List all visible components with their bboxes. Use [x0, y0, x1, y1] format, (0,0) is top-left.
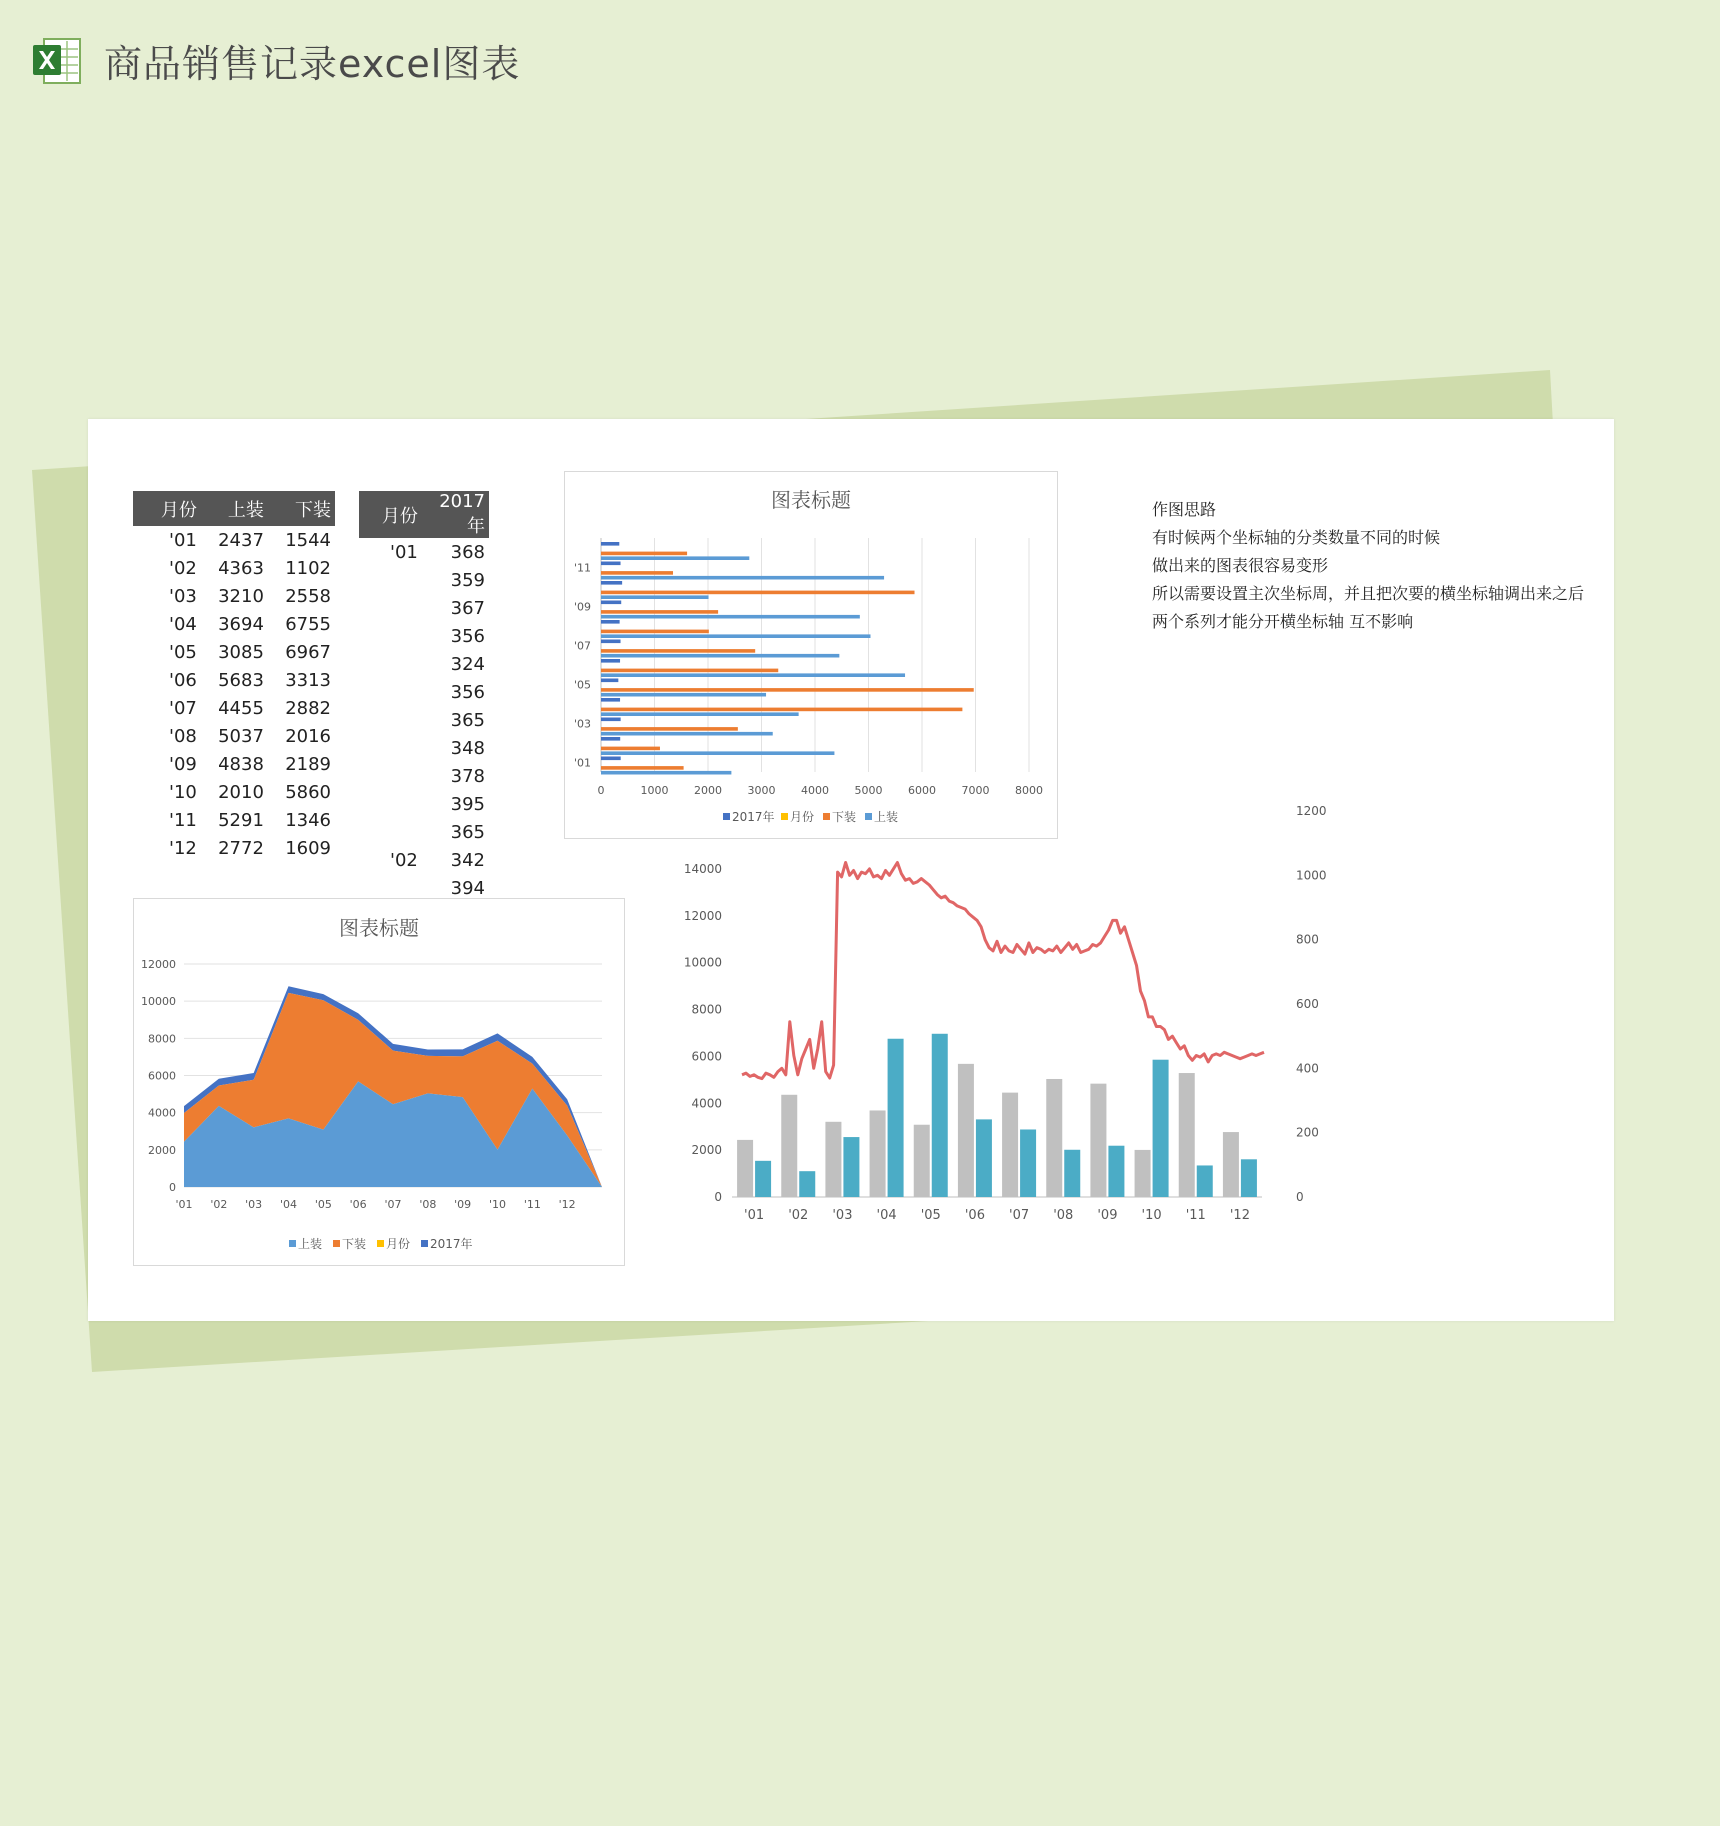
- legend-swatch: [781, 813, 788, 820]
- bar-2017年: [601, 542, 619, 546]
- table-cell: 1346: [285, 809, 331, 831]
- x-tick-label: '11: [1185, 1208, 1206, 1223]
- bar-上装: [601, 654, 839, 658]
- x-tick-label: '08: [419, 1198, 437, 1211]
- bar-下装: [601, 727, 738, 731]
- bar-上装: [601, 712, 799, 716]
- table-cell: 324: [450, 653, 485, 675]
- table-cell: '05: [169, 641, 197, 663]
- bar: [958, 1064, 974, 1197]
- bar: [1223, 1132, 1239, 1197]
- table-cell: '08: [169, 725, 197, 747]
- table-row: [133, 806, 335, 834]
- legend-label: 上装: [298, 1237, 323, 1251]
- table-cell: 2016: [285, 725, 331, 747]
- table-cell: [359, 566, 422, 594]
- bar: [799, 1171, 815, 1197]
- bar: [1179, 1073, 1195, 1197]
- bar: [781, 1095, 797, 1197]
- table-cell: 1544: [285, 529, 331, 551]
- table-header-row: [133, 491, 335, 526]
- y-right-tick-label: 800: [1296, 932, 1319, 947]
- table-cell: 4455: [218, 697, 264, 719]
- bar-上装: [601, 732, 773, 736]
- y-right-tick-label: 1000: [1296, 868, 1327, 883]
- column-header: 月份: [133, 491, 201, 526]
- table-cell: 2558: [285, 585, 331, 607]
- x-tick-label: '01: [744, 1208, 765, 1223]
- bar: [1108, 1146, 1124, 1197]
- y-left-tick-label: 4000: [691, 1096, 722, 1111]
- y-tick-label: '09: [573, 600, 591, 614]
- column-header: 上装: [201, 491, 268, 526]
- page-title: 商品销售记录excel图表: [104, 41, 521, 86]
- bar: [914, 1125, 930, 1197]
- legend-label: 2017年: [430, 1237, 473, 1251]
- series-line: [742, 863, 1264, 1079]
- table-cell: [359, 790, 422, 818]
- bar-上装: [601, 673, 905, 677]
- table-row: [133, 582, 335, 610]
- y-left-tick-label: 0: [714, 1190, 722, 1204]
- bar-上装: [601, 771, 731, 775]
- x-tick-label: '06: [964, 1208, 985, 1223]
- table-cell: [359, 762, 422, 790]
- bar: [825, 1122, 841, 1197]
- table-cell: '02: [169, 557, 197, 579]
- table-cell: '01: [169, 529, 197, 551]
- x-tick-label: '09: [454, 1198, 472, 1211]
- bar-下装: [601, 708, 962, 712]
- table-row: [359, 678, 489, 706]
- bar-上装: [601, 615, 860, 619]
- x-tick-label: 5000: [854, 784, 883, 797]
- table-cell: [359, 678, 422, 706]
- y-tick-label: 6000: [148, 1069, 176, 1083]
- table-cell: '09: [169, 753, 197, 775]
- column-header: 月份: [359, 491, 422, 538]
- bar-2017年: [601, 562, 621, 566]
- table-row: [133, 666, 335, 694]
- table-row: [133, 722, 335, 750]
- y-left-tick-label: 14000: [683, 862, 722, 876]
- bar-2017年: [601, 737, 620, 741]
- table-cell: '02: [390, 849, 418, 871]
- table-cell: 2882: [285, 697, 331, 719]
- bar-下装: [601, 591, 915, 595]
- legend-swatch: [421, 1240, 428, 1247]
- bar-2017年: [601, 601, 621, 605]
- y-tick-label: 0: [169, 1181, 176, 1194]
- table-cell: 342: [450, 849, 485, 871]
- table-cell: 1609: [285, 837, 331, 859]
- bar-2017年: [601, 581, 622, 585]
- table-row: [133, 778, 335, 806]
- bar: [755, 1161, 771, 1197]
- table-row: [133, 638, 335, 666]
- table-cell: 394: [450, 877, 485, 899]
- x-tick-label: '07: [1009, 1208, 1030, 1223]
- content-card: [88, 419, 1614, 1321]
- legend-swatch: [865, 813, 872, 820]
- y-tick-label: '05: [573, 678, 591, 692]
- table-cell: 365: [450, 709, 485, 731]
- x-tick-label: '02: [788, 1208, 809, 1223]
- table-row: [359, 566, 489, 594]
- y-tick-label: '07: [573, 639, 591, 653]
- x-tick-label: '05: [314, 1198, 332, 1211]
- table-cell: 356: [450, 681, 485, 703]
- table-cell: 2772: [218, 837, 264, 859]
- table-row: [359, 538, 489, 566]
- bar: [1064, 1150, 1080, 1197]
- x-tick-label: 0: [597, 784, 605, 797]
- notes-line: 两个系列才能分开横坐标轴 互不影响: [1152, 612, 1414, 631]
- table-cell: 5683: [218, 669, 264, 691]
- table-row: [359, 790, 489, 818]
- bar-下装: [601, 552, 687, 556]
- x-tick-label: '04: [279, 1198, 298, 1211]
- bar-下装: [601, 610, 718, 614]
- x-tick-label: '05: [920, 1208, 941, 1223]
- x-tick-label: '06: [349, 1198, 367, 1211]
- table-cell: 5291: [218, 809, 264, 831]
- x-tick-label: '09: [1097, 1208, 1118, 1223]
- table-cell: [359, 594, 422, 622]
- notes-panel: [1152, 496, 1584, 636]
- bar: [737, 1140, 753, 1197]
- bar: [870, 1110, 886, 1197]
- chart-title: 图表标题: [771, 488, 851, 512]
- y-tick-label: 12000: [141, 958, 176, 971]
- bar: [1135, 1150, 1151, 1197]
- x-tick-label: 4000: [801, 784, 829, 797]
- table-cell: 1102: [285, 557, 331, 579]
- y-left-tick-label: 2000: [691, 1143, 722, 1158]
- table-cell: [359, 706, 422, 734]
- table-cell: 348: [450, 737, 485, 759]
- table-cell: 378: [450, 765, 485, 787]
- table-cell: '04: [169, 613, 197, 635]
- bar-上装: [601, 595, 709, 599]
- y-tick-label: 2000: [148, 1143, 176, 1157]
- table-cell: '11: [169, 809, 197, 831]
- bar-下装: [601, 688, 974, 692]
- table-cell: 5860: [285, 781, 331, 803]
- legend-label: 2017年: [732, 810, 775, 824]
- y-left-tick-label: 6000: [691, 1049, 722, 1064]
- table-cell: 3694: [218, 613, 264, 635]
- table-row: [359, 622, 489, 650]
- table-cell: [359, 818, 422, 846]
- legend-swatch: [289, 1240, 296, 1247]
- table-cell: 367: [450, 597, 485, 619]
- legend-swatch: [377, 1240, 384, 1247]
- bar: [1046, 1079, 1062, 1197]
- bar: [1090, 1084, 1106, 1197]
- y-left-tick-label: 12000: [683, 908, 722, 923]
- column-header: 2017年: [422, 491, 489, 538]
- table-row: [359, 650, 489, 678]
- table-cell: 356: [450, 625, 485, 647]
- x-tick-label: '02: [210, 1198, 228, 1211]
- notes-line: 所以需要设置主次坐标周，并且把次要的横坐标轴调出来之后: [1152, 584, 1585, 603]
- table-row: [133, 834, 335, 862]
- legend-label: 月份: [790, 810, 815, 824]
- table-cell: 2189: [285, 753, 331, 775]
- y-tick-label: 8000: [148, 1032, 176, 1046]
- x-tick-label: 1000: [640, 784, 669, 797]
- y-tick-label: '01: [573, 756, 591, 770]
- table-cell: 3085: [218, 641, 264, 663]
- y-tick-label: '03: [573, 717, 591, 731]
- x-tick-label: '10: [488, 1198, 507, 1211]
- legend-label: 下装: [832, 810, 857, 824]
- table-row: [133, 694, 335, 722]
- bar-2017年: [601, 718, 621, 722]
- legend-swatch: [333, 1240, 340, 1247]
- x-tick-label: '12: [1229, 1208, 1250, 1223]
- bar-2017年: [601, 640, 621, 644]
- x-tick-label: 8000: [1015, 784, 1043, 797]
- table-header-row: [359, 491, 489, 538]
- table-cell: 4838: [218, 753, 264, 775]
- bar: [976, 1119, 992, 1197]
- table-cell: '06: [169, 669, 197, 691]
- y-left-tick-label: 8000: [691, 1002, 722, 1017]
- y-right-tick-label: 1200: [1296, 804, 1327, 818]
- y-right-tick-label: 200: [1296, 1125, 1319, 1140]
- x-tick-label: 7000: [961, 784, 990, 797]
- table-row: [359, 762, 489, 790]
- table-row: [359, 846, 489, 874]
- table-row: [133, 750, 335, 778]
- horizontal-bar-chart: [564, 471, 1058, 839]
- bar-上装: [601, 634, 870, 638]
- x-tick-label: '11: [523, 1198, 541, 1211]
- bar-上装: [601, 556, 749, 560]
- bar-下装: [601, 747, 660, 751]
- table-cell: 3313: [285, 669, 331, 691]
- bar: [843, 1137, 859, 1197]
- table-cell: 6755: [285, 613, 331, 635]
- y-right-tick-label: 600: [1296, 997, 1319, 1011]
- table-cell: 4363: [218, 557, 264, 579]
- table-cell: 395: [450, 793, 485, 815]
- x-tick-label: '03: [245, 1198, 263, 1211]
- year-table: [359, 491, 489, 902]
- bar-上装: [601, 576, 884, 580]
- bar-上装: [601, 693, 766, 697]
- table-cell: '07: [169, 697, 197, 719]
- bar: [932, 1034, 948, 1197]
- bar-2017年: [601, 757, 621, 761]
- x-tick-label: '08: [1053, 1208, 1074, 1223]
- column-header: 下装: [268, 491, 335, 526]
- table-row: [359, 594, 489, 622]
- y-right-tick-label: 0: [1296, 1190, 1304, 1204]
- legend-label: 上装: [874, 810, 899, 824]
- y-tick-label: 10000: [141, 995, 176, 1009]
- table-row: [359, 818, 489, 846]
- table-cell: [359, 734, 422, 762]
- table-cell: 3210: [218, 585, 264, 607]
- bar-下装: [601, 669, 778, 673]
- bar-2017年: [601, 698, 620, 702]
- bar-下装: [601, 630, 709, 634]
- table-cell: 2437: [218, 529, 264, 551]
- x-tick-label: 2000: [694, 784, 722, 797]
- bar: [1020, 1129, 1036, 1197]
- table-cell: '12: [169, 837, 197, 859]
- table-row: [359, 734, 489, 762]
- y-right-tick-label: 400: [1296, 1061, 1319, 1076]
- legend-label: 月份: [386, 1237, 411, 1251]
- table-cell: 359: [450, 569, 485, 591]
- x-tick-label: '03: [832, 1208, 853, 1223]
- bar-上装: [601, 751, 834, 755]
- legend-swatch: [823, 813, 830, 820]
- bar: [1241, 1159, 1257, 1197]
- table-cell: [359, 622, 422, 650]
- bar-下装: [601, 571, 673, 575]
- table-cell: 2010: [218, 781, 264, 803]
- table-row: [359, 706, 489, 734]
- x-tick-label: '12: [558, 1198, 576, 1211]
- bar: [1153, 1060, 1169, 1197]
- notes-line: 有时候两个坐标轴的分类数量不同的时候: [1152, 528, 1441, 547]
- bar-下装: [601, 766, 684, 770]
- table-row: [133, 610, 335, 638]
- table-cell: '01: [390, 541, 418, 563]
- table-cell: 5037: [218, 725, 264, 747]
- chart-title: 图表标题: [339, 916, 419, 940]
- x-tick-label: 6000: [908, 784, 936, 797]
- legend-label: 下装: [342, 1237, 367, 1251]
- x-tick-label: '07: [384, 1198, 402, 1211]
- stacked-area-chart: [133, 898, 625, 1266]
- y-tick-label: 4000: [148, 1106, 176, 1120]
- table-cell: 368: [450, 541, 485, 563]
- table-row: [133, 554, 335, 582]
- table-cell: 6967: [285, 641, 331, 663]
- table-row: [133, 526, 335, 554]
- table-cell: '03: [169, 585, 197, 607]
- x-tick-label: '10: [1141, 1208, 1162, 1223]
- x-tick-label: 3000: [747, 784, 776, 797]
- sales-table: [133, 491, 335, 862]
- x-tick-label: '01: [175, 1198, 193, 1211]
- y-tick-label: '11: [573, 561, 591, 575]
- legend-swatch: [723, 813, 730, 820]
- notes-line: 做出来的图表很容易变形: [1152, 556, 1329, 575]
- bar-2017年: [601, 659, 620, 663]
- notes-title: 作图思路: [1152, 500, 1217, 519]
- table-cell: [359, 650, 422, 678]
- y-left-tick-label: 10000: [683, 955, 722, 970]
- bar: [1197, 1165, 1213, 1197]
- bar-2017年: [601, 620, 620, 624]
- table-cell: '10: [169, 781, 197, 803]
- table-cell: 365: [450, 821, 485, 843]
- bar: [888, 1039, 904, 1197]
- x-tick-label: '04: [876, 1208, 897, 1223]
- bar-2017年: [601, 679, 618, 683]
- bar: [1002, 1093, 1018, 1197]
- bar-下装: [601, 649, 755, 653]
